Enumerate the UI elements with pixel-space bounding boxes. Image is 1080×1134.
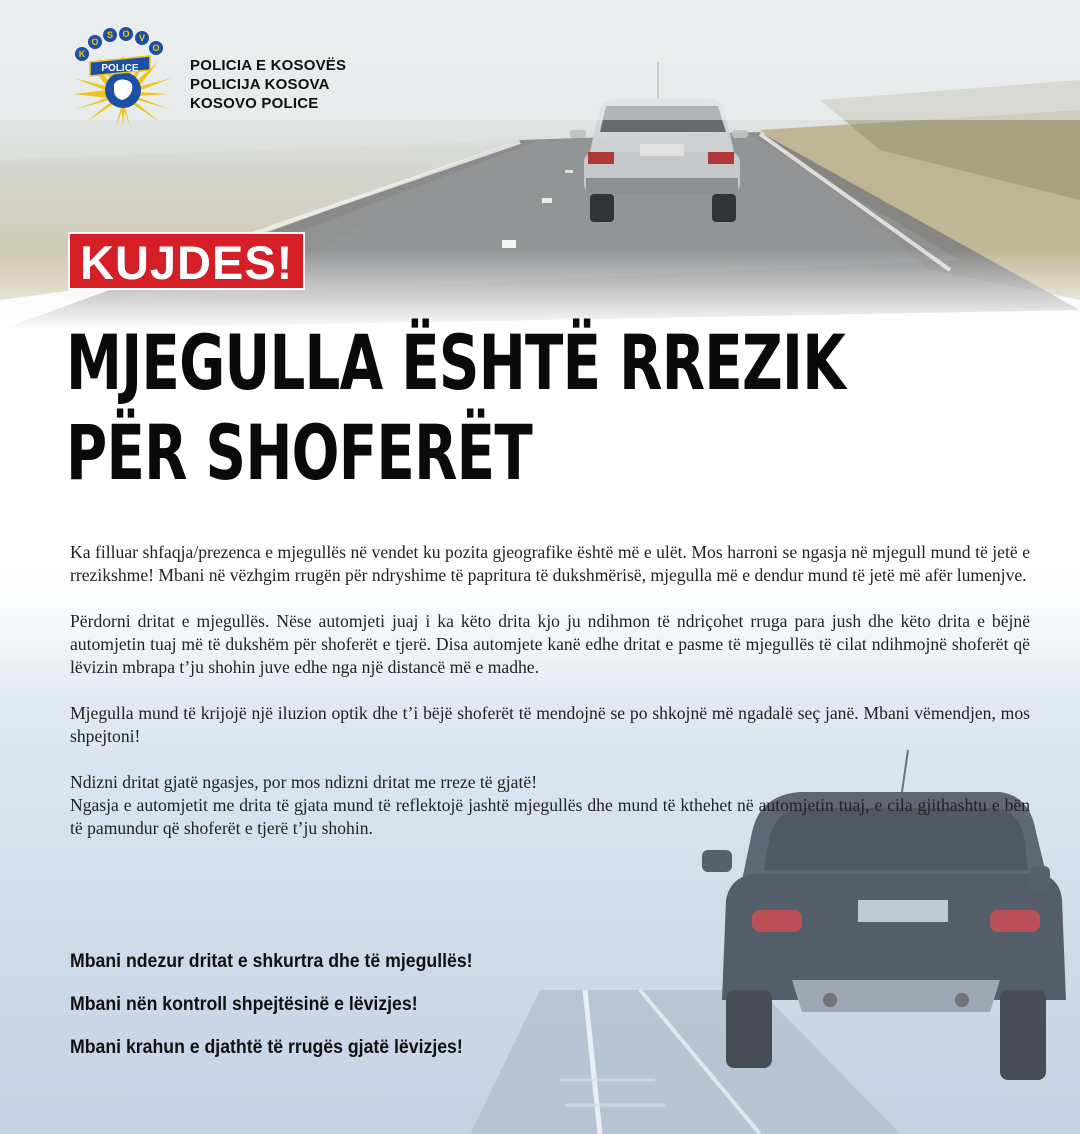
org-name-albanian: POLICIA E KOSOVËS: [190, 57, 347, 74]
organization-name: [190, 56, 346, 113]
headline-line-1: MJEGULLA ËSHTË RREZIK: [66, 318, 846, 407]
warning-banner: KUJDES!: [68, 232, 305, 290]
headline: [66, 318, 976, 498]
paragraph-fog-lights: Përdorni dritat e mjegullës. Nëse automjeti juaj i ka këto drita kjo ju ndihmon të ndriçohet rruga para jush dhe këto drita e bëjnë automjetin tuaj më të dukshëm për shoferët e tjerë. Disa automjete kanë edhe dritat e pasme të mjegullës të cilat ndihmojnë shoferët që lëvizin mbrapa t’ju shohin juve edhe nga një distancë më e madhe.: [70, 611, 1030, 677]
tip-speed: Mbani nën kontroll shpejtësinë e lëvizjes!: [70, 994, 418, 1015]
org-name-english: KOSOVO POLICE: [190, 95, 319, 112]
svg-text:O: O: [152, 43, 160, 53]
svg-text:O: O: [122, 29, 130, 39]
tip-lights: Mbani ndezur dritat e shkurtra dhe të mjegullës!: [70, 951, 473, 972]
safety-tips: [70, 950, 503, 1079]
org-name-serbian: POLICIJA KOSOVA: [190, 76, 330, 93]
paragraph-optical-illusion: Mjegulla mund të krijojë një iluzion optik dhe t’i bëjë shoferët të mendojnë se po shkojnë më ngadalë seç janë. Mbani vëmendjen, mos shpejtoni!: [70, 703, 1030, 746]
svg-text:V: V: [138, 33, 146, 43]
advisory-body: [70, 541, 1030, 840]
paragraph-high-beam-reflection: Ngasja e automjetit me drita të gjata mund të reflektojë jashtë mjegullës dhe mund të kthehet në automjetin tuaj, e cila gjithashtu e bën të pamundur që shoferët e tjerë t’ju shohin.: [70, 795, 1030, 838]
svg-text:S: S: [106, 30, 114, 40]
svg-text:O: O: [91, 37, 99, 47]
paragraph-fog-presence: Ka filluar shfaqja/prezenca e mjegullës në vendet ku pozita gjeografike është më e ulët. Mos harroni se ngasja në mjegull mund të jetë e rrezikshme! Mbani në vëzhgim rrugën për ndryshime të papritura të dukshmërisë, mjegulla më e dendur mund të jetë më afër lumenjve.: [70, 542, 1030, 585]
svg-text:POLICE: POLICE: [101, 63, 139, 74]
headline-line-2: PËR SHOFERËT: [66, 408, 532, 497]
paragraph-high-beam-warning: Ndizni dritat gjatë ngasjes, por mos ndizni dritat me rreze të gjatë!: [70, 772, 538, 792]
kosovo-police-logo: [68, 26, 178, 130]
svg-text:K: K: [78, 49, 86, 59]
tip-right-side: Mbani krahun e djathtë të rrugës gjatë lëvizjes!: [70, 1037, 463, 1058]
